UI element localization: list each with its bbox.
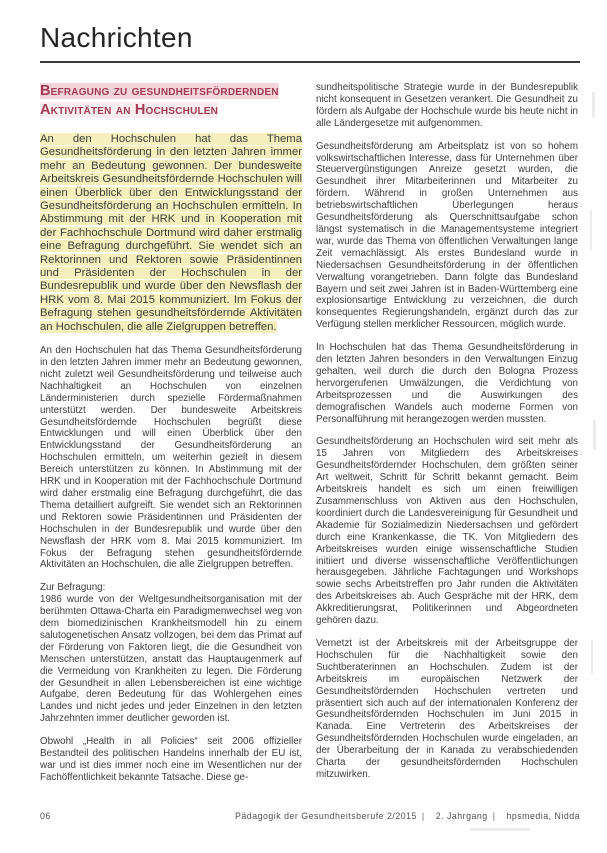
highlighted-text: An den Hochschulen hat das Thema Gesundheitsförderung in den letzten Jahren immer mehr an Bedeutung gewonnen. Der bundesweite Arbeitskreis Gesundheitsfördernde Hochschulen will einen Überblick über den Entwicklungsstand der Gesundheitsförderung an Hochschulen ermitteln. In Abstimmung mit der HRK und in Kooperation mit der Fachhochschule Dortmund wird daher erstmalig eine Befragung durchgeführt. Sie wendet sich an Rektorinnen und Rektoren sowie Präsidentinnen und Präsidenten der Hochschulen in der Bundesrepublik und wurde über den Newsflash der HRK vom 8. Mai 2015 kommuniziert. Im Fokus der Befragung stehen gesundheitsfördernde Aktivitäten an Hochschulen, die alle Zielgruppen betreffen. [40,133,302,333]
article-columns [40,82,578,784]
right-column [316,82,578,784]
paragraph: Gesundheitsförderung an Hochschulen wird seit mehr als 15 Jahren von Mitgliedern des Arbeitskreises Gesundheitsfördernder Hochschulen, dem größten seiner Art weltweit, Schritt für Schritt bekannt gemacht. Beim Arbeitskreis handelt es sich um einen freiwilligen Zusammenschluss von Aktiven aus den Hochschulen, koordiniert durch die Landesvereinigung für Gesundheit und Akademie für Sozialmedizin Niedersachsen und gefördert durch eine Krankenkasse, die TK. Von Mitgliedern des Arbeitskreises wurden einige wissenschaftliche Studien initiiert und diverse wissenschaftliche Veröffentlichungen herausgegeben. Jährliche Fachtagungen und Workshops sowie sechs Arbeitstreffen pro Jahr runden die Aktivitäten des Arbeitskreises ab. Auch Gespräche mit der HRK, dem Akkreditierungsrat, Politikerinnen und Abgeordneten gehören dazu. [316,436,578,627]
paragraph: In Hochschulen hat das Thema Gesundheitsförderung in den letzten Jahren besonders in den Verwaltungen Einzug gehalten, weil durch die durch den Bologna Prozess hervorgerufenen Umwälzungen, die Verdichtung von Arbeitsprozessen und die Auswirkungen des demografischen Wandels auch moderne Formen von Personalführung mit herangezogen werden mussten. [316,342,578,425]
scan-artifact [470,828,530,831]
paragraph: An den Hochschulen hat das Thema Gesundheitsförderung in den letzten Jahren immer mehr an Bedeutung gewonnen, nicht zuletzt weil Gesundheitsförderung und teilweise auch Nachhaltigkeit an Hochschulen von einzelnen Länderministerien durch spezielle Fördermaßnahmen unterstützt werden. Der bundesweite Arbeitskreis Gesundheitsfördernde Hochschulen begrüßt diese Entwicklungen und will einen Überblick über den Entwicklungsstand der Gesundheitsförderung an Hochschulen ermitteln, um weiterhin gezielt in diesem Bereich unterstützen zu können. In Abstimmung mit der HRK und in Kooperation mit der Fachhochschule Dortmund wird daher erstmalig eine Befragung durchgeführt, die das Thema detailliert aufgreift. Sie wendet sich an Rektorinnen und Rektoren sowie Präsidentinnen und Präsidenten der Hochschulen in der Bundesrepublik und wurde über den Newsflash der HRK vom 8. Mai 2015 kommuniziert. Im Fokus der Befragung stehen gesundheitsfördernde Aktivitäten an Hochschulen, die alle Zielgruppen betreffen. [40,345,302,571]
paragraph: 1986 wurde von der Weltgesundheitsorganisation mit der berühmten Ottawa-Charta ein Paradigmenwechsel weg von dem biomedizinischen Krankheitsmodell hin zu einem salutogenetischen Ansatz vollzogen, bei dem das Primat auf der Förderung von Faktoren liegt, die die Gesundheit von Menschen unterstützen, anstatt das Hauptaugenmerk auf die Vermeidung von Krankheiten zu legen. Die Förderung der Gesundheit in allen Lebensbereichen ist eine wichtige Aufgabe, deren Bedeutung für das Wohlergehen eines Landes und nicht jedes und jeder Einzelnen in den letzten Jahrzehnten immer deutlicher geworden ist. [40,594,302,725]
title-divider [40,61,580,63]
lead-paragraph [40,133,302,334]
article-heading [40,82,302,120]
footer-separator: | [492,811,496,821]
left-column [40,82,302,784]
article-heading-line1: Befragung zu gesundheitsfördernden [40,83,279,99]
journal-volume: 2. Jahrgang [435,811,488,821]
paragraph: Obwohl „Health in all Policies“ seit 2006 offizieller Bestandteil des politischen Handelns innerhalb der EU ist, war und ist dies immer noch eine im Wesentlichen nur der Fachöffentlichkeit bekannte Tatsache. Diese ge- [40,736,302,783]
article-heading-line2: Aktivitäten an Hochschulen [40,102,219,118]
page-title: Nachrichten [40,22,193,53]
journal-publisher: hpsmedia, Nidda [506,811,580,821]
page-footer [40,811,580,821]
paragraph: sundheitspolitische Strategie wurde in der Bundesrepublik nicht konsequent in Gesetzen verankert. Die Gesundheit zu fördern als Aufgabe der Hochschule wurde bis heute nicht in alle Ländergesetze mit aufgenommen. [316,82,578,129]
scan-artifact [591,640,593,674]
footer-separator: | [421,811,425,821]
paragraph: Vernetzt ist der Arbeitskreis mit der Arbeitsgruppe der Hochschulen für die Nachhaltigkeit sowie den Suchtberaterinnen an Hochschulen. Zudem ist der Arbeitskreis im europäischen Netzwerk der Gesundheitsfördernden Hochschulen vertreten und präsentiert sich auch auf der internationalen Konferenz der Gesundheitsfördernden Hochschulen im Juni 2015 in Kanada. Eine Vertreterin des Arbeitskreises der Gesundheitsfördernden Hochschulen wurde eingeladen, an der Überarbeitung der in Kanada zu verabschiedenden Charta der gesundheitsfördernden Hochschulen mitzuwirken. [316,637,578,780]
scan-artifact [592,92,595,118]
journal-title: Pädagogik der Gesundheitsberufe 2/2015 [235,811,417,821]
scan-artifact [590,210,592,250]
page-number: 06 [40,811,51,821]
paragraph: Gesundheitsförderung am Arbeitsplatz ist von so hohem volkswirtschaftlichen Interesse, dass für Unternehmen über Steuervergünstigungen Anreize gesetzt wurden, die Gesundheit ihrer Mitarbeiterinnen und Mitarbeiter zu fördern. Während in großen Unternehmen aus betriebswirtschaftlichen Überlegungen heraus Gesundheitsförderung als Querschnittsaufgabe schon längst systematisch in die Managementsysteme integriert war, wurde das Thema von öffentlichen Verwaltungen lange Zeit vernachlässigt. Als erstes Bundesland wurde in Niedersachsen Gesundheitsförderung in der öffentlichen Verwaltung vorangetrieben. Dann folgte das Bundesland Bayern und seit zwei Jahren ist in Baden-Württemberg eine explosionsartige Entwicklung zu verzeichnen, die durch konsequentes Regierungshandeln, ergänzt durch das zur Verfügung stellen merklicher Ressourcen, möglich wurde. [316,140,578,331]
footer-journal-line [229,811,580,821]
scan-artifact [593,420,596,450]
subheading: Zur Befragung: [40,582,106,594]
